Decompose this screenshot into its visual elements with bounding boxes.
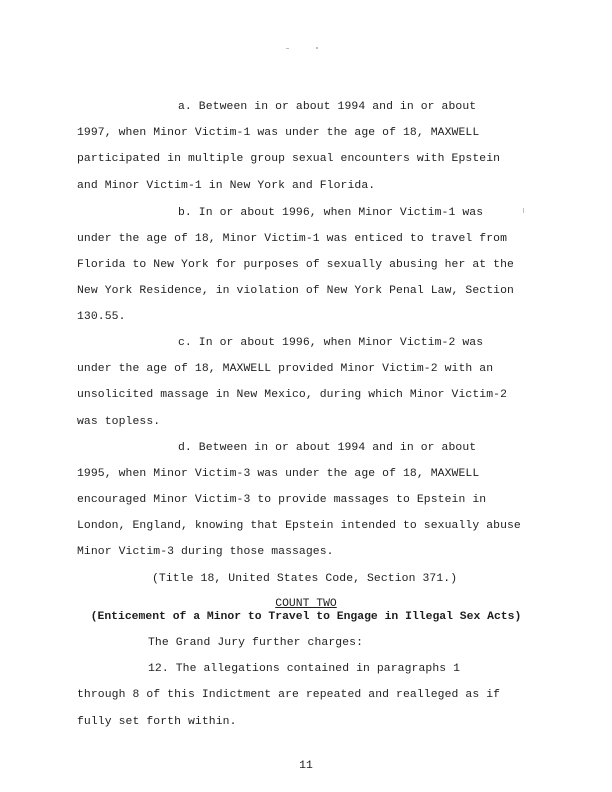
paragraph-line: 12. The allegations contained in paragraphs 1 — [148, 663, 461, 675]
count-title: COUNT TWO — [275, 598, 337, 610]
paragraph-line: c. In or about 1996, when Minor Victim-2 was — [178, 337, 484, 349]
paragraph-line: London, England, knowing that Epstein intended to sexually abuse — [77, 520, 521, 532]
paragraph-line: participated in multiple group sexual encounters with Epstein — [77, 153, 501, 165]
paragraph-line: Minor Victim-3 during those massages. — [77, 546, 334, 558]
paragraph-line: through 8 of this Indictment are repeated and realleged as if — [77, 689, 501, 701]
paragraph-line: was topless. — [77, 416, 161, 428]
paragraph-line: 1997, when Minor Victim-1 was under the age of 18, MAXWELL — [77, 127, 480, 139]
paragraph-line: d. Between in or about 1994 and in or about — [178, 442, 477, 454]
count-subtitle: (Enticement of a Minor to Travel to Engage in Illegal Sex Acts) — [90, 611, 522, 623]
charges-intro: The Grand Jury further charges: — [148, 637, 364, 649]
paragraph-line: 1995, when Minor Victim-3 was under the age of 18, MAXWELL — [77, 468, 480, 480]
paragraph-line: a. Between in or about 1994 and in or about — [178, 101, 477, 113]
paragraph-line: Florida to New York for purposes of sexually abusing her at the — [77, 259, 514, 271]
statute-citation: (Title 18, United States Code, Section 371.) — [152, 573, 458, 585]
scan-speck — [523, 208, 524, 213]
scan-speck — [316, 47, 318, 49]
paragraph-line: b. In or about 1996, when Minor Victim-1 was — [178, 207, 484, 219]
paragraph-line: unsolicited massage in New Mexico, during which Minor Victim-2 — [77, 389, 508, 401]
paragraph-line: 130.55. — [77, 311, 126, 323]
paragraph-line: New York Residence, in violation of New York Penal Law, Section — [77, 285, 514, 297]
page-number: 11 — [299, 760, 313, 772]
paragraph-line: under the age of 18, Minor Victim-1 was enticed to travel from — [77, 233, 508, 245]
paragraph-line: and Minor Victim-1 in New York and Florida. — [77, 180, 376, 192]
paragraph-line: under the age of 18, MAXWELL provided Minor Victim-2 with an — [77, 363, 494, 375]
scan-speck — [286, 48, 289, 49]
paragraph-line: fully set forth within. — [77, 716, 237, 728]
paragraph-line: encouraged Minor Victim-3 to provide massages to Epstein in — [77, 494, 487, 506]
